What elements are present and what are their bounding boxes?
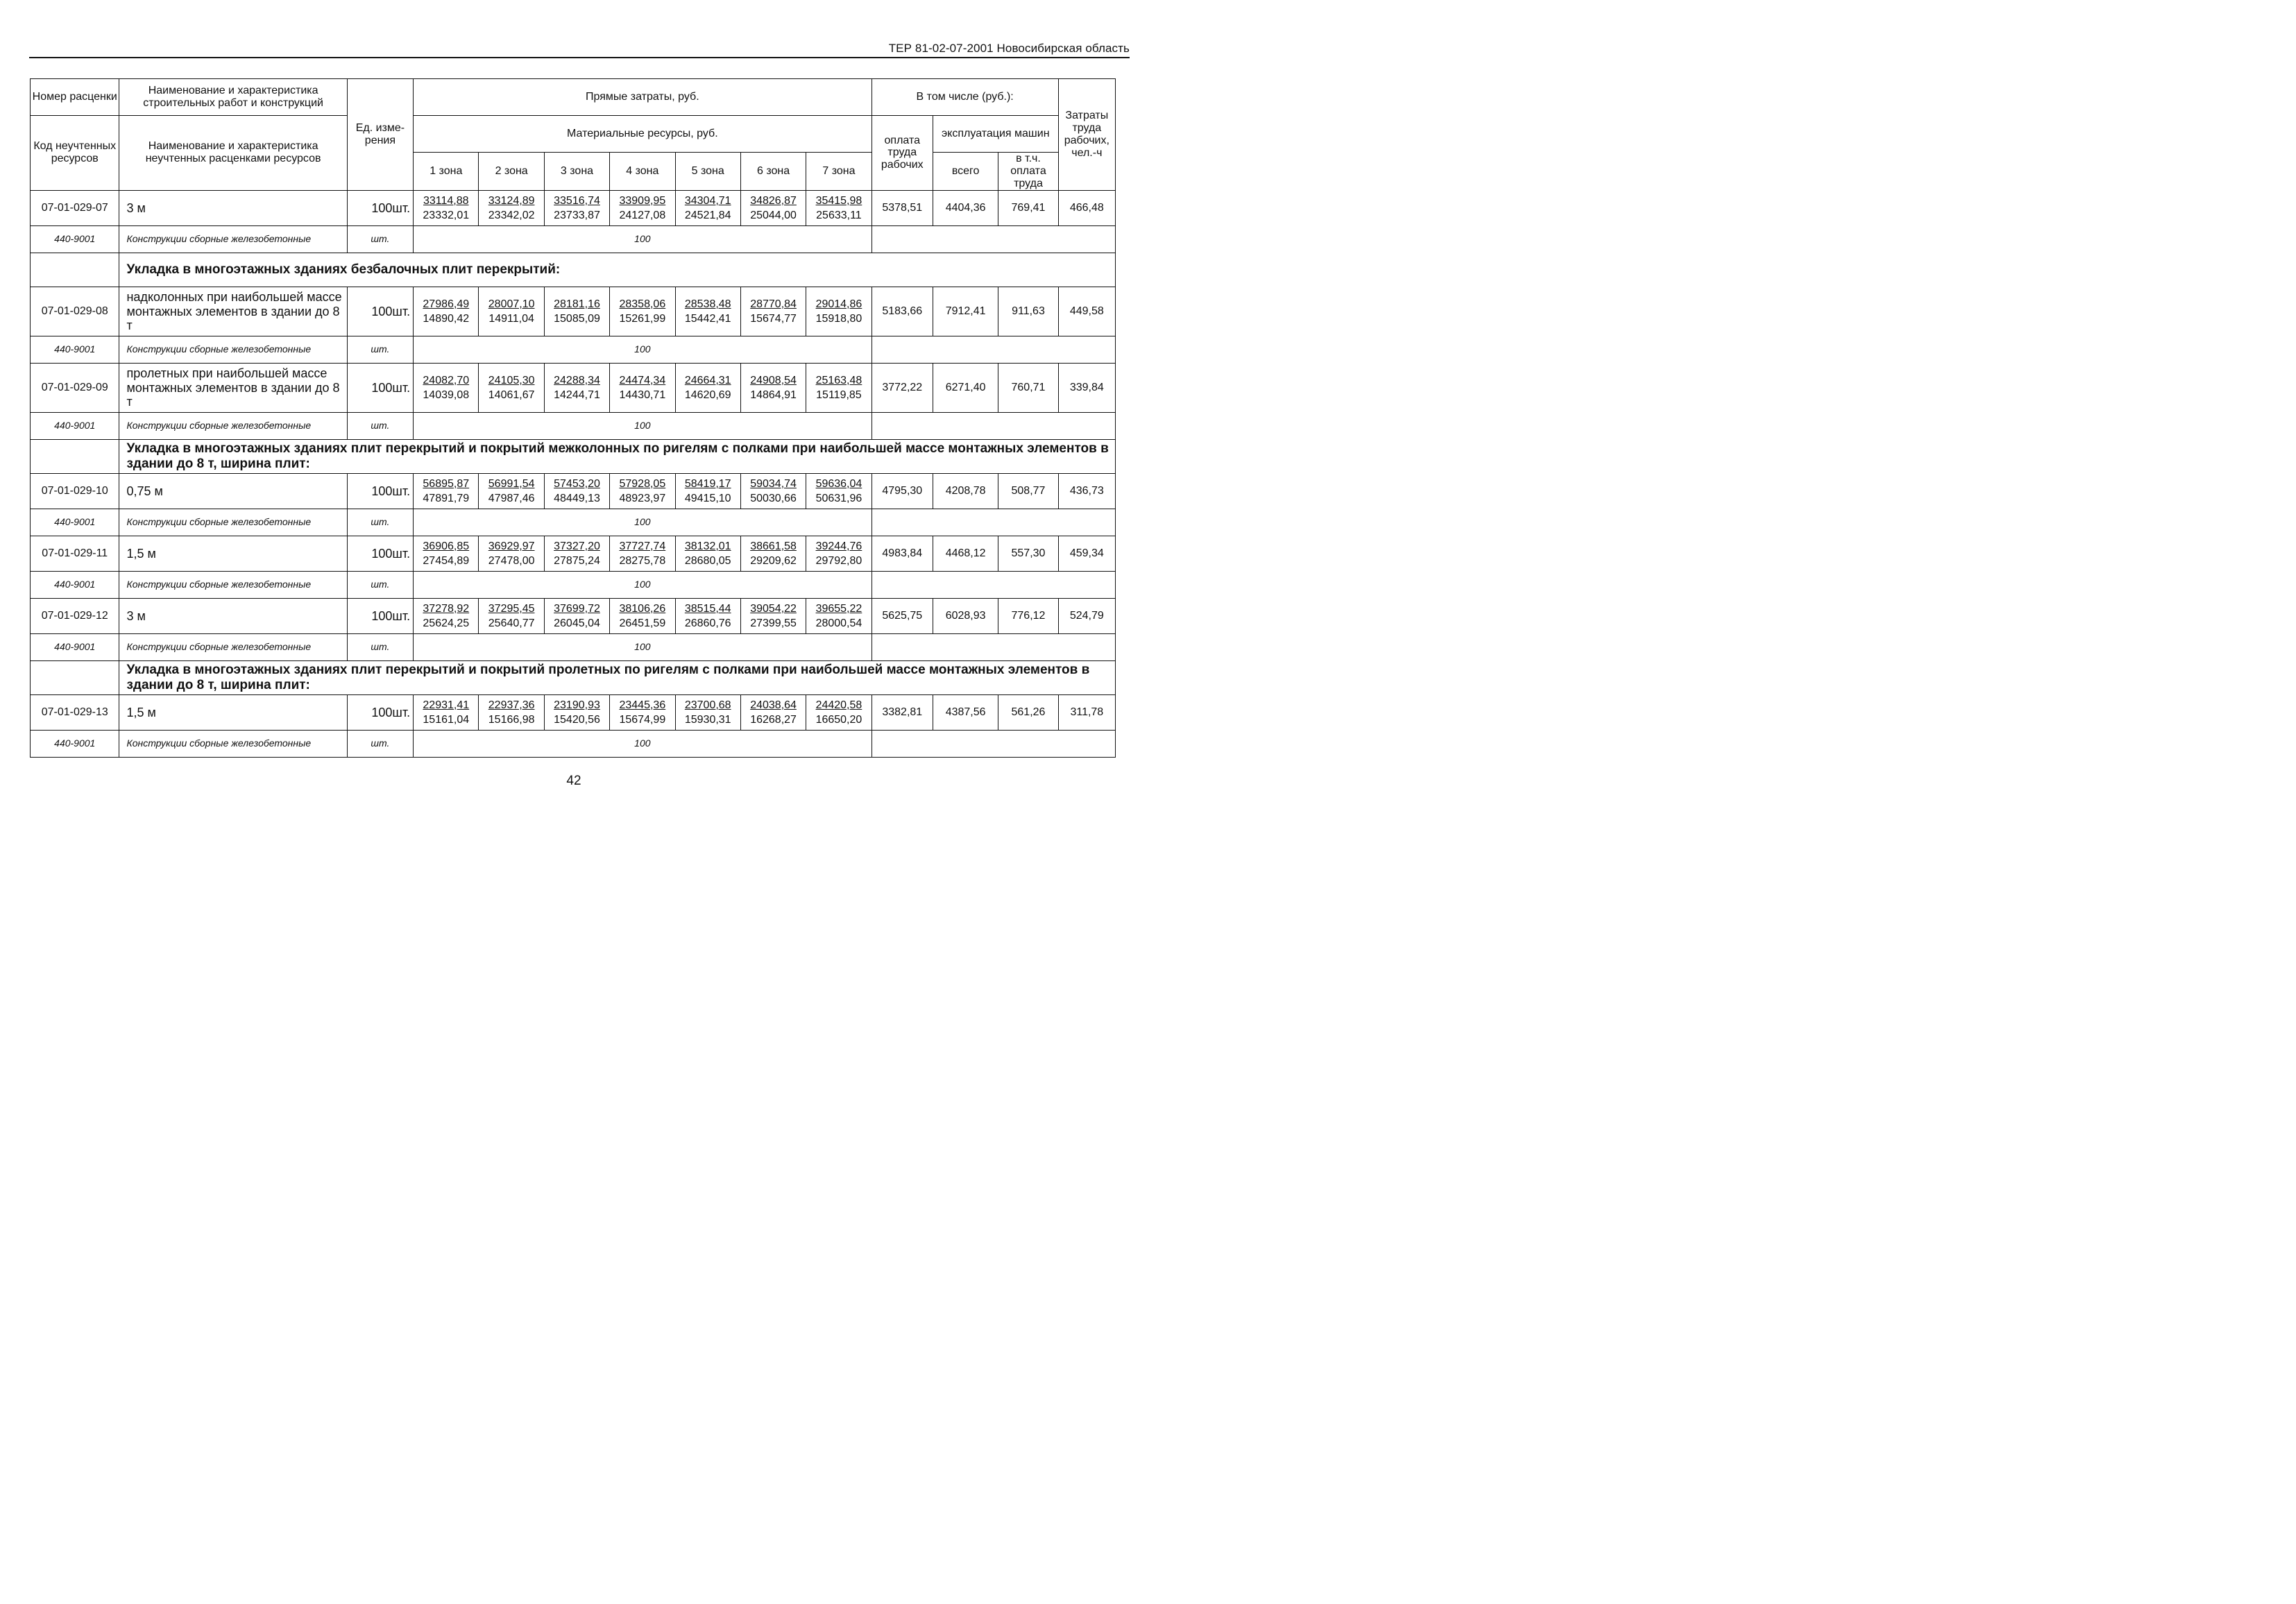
machine-labor-value: 557,30 xyxy=(998,536,1058,571)
zone-price-cell xyxy=(740,473,806,509)
direct-cost-value: 28358,06 xyxy=(619,298,666,310)
material-cost-value: 15918,80 xyxy=(815,312,862,325)
labor-pay-value: 3382,81 xyxy=(871,694,933,730)
resource-code: 440-9001 xyxy=(31,336,119,363)
machine-total-value: 4468,12 xyxy=(933,536,998,571)
labor-pay-value: 3772,22 xyxy=(871,363,933,412)
zone-header: 1 зона xyxy=(414,153,479,191)
machine-total-value: 6271,40 xyxy=(933,363,998,412)
zone-price-cell xyxy=(610,287,675,336)
rate-name: пролетных при наибольшей массе монтажных элементов в здании до 8 т xyxy=(119,363,347,412)
direct-cost-value: 33124,89 xyxy=(488,194,535,207)
zone-price-cell xyxy=(740,536,806,571)
material-cost-value: 14620,69 xyxy=(684,389,731,401)
labor-hours-value: 466,48 xyxy=(1058,190,1115,225)
material-cost-value: 14911,04 xyxy=(488,312,534,325)
machine-total-header: всего xyxy=(933,153,998,191)
direct-cost-value: 24082,70 xyxy=(423,374,470,386)
zone-header: 4 зона xyxy=(610,153,675,191)
zone-header: 7 зона xyxy=(806,153,871,191)
material-cost-value: 25633,11 xyxy=(816,209,862,221)
zone-price-cell xyxy=(610,363,675,412)
resource-code: 440-9001 xyxy=(31,730,119,757)
empty-cell xyxy=(31,253,119,287)
resource-quantity: 100 xyxy=(414,633,872,660)
rate-row xyxy=(31,473,1116,509)
col-name-bottom: Наименование и характеристика неучтенных расценками ресурсов xyxy=(119,116,347,191)
direct-cost-value: 25163,48 xyxy=(815,374,862,386)
direct-cost-value: 24474,34 xyxy=(619,374,666,386)
resource-unit: шт. xyxy=(347,730,413,757)
zone-price-cell xyxy=(414,190,479,225)
direct-cost-value: 22931,41 xyxy=(423,699,470,711)
direct-cost-value: 58419,17 xyxy=(684,477,731,490)
zone-price-cell xyxy=(675,598,740,633)
material-cost-value: 49415,10 xyxy=(684,492,731,504)
empty-cell xyxy=(31,660,119,694)
zone-price-cell xyxy=(806,363,871,412)
zone-price-cell xyxy=(479,190,544,225)
material-cost-value: 26045,04 xyxy=(554,617,600,629)
direct-cost-value: 24105,30 xyxy=(488,374,535,386)
zone-price-cell xyxy=(479,287,544,336)
direct-cost-value: 37295,45 xyxy=(488,602,535,615)
direct-cost-value: 57453,20 xyxy=(554,477,600,490)
material-cost-value: 16650,20 xyxy=(815,713,862,726)
direct-cost-value: 24420,58 xyxy=(815,699,862,711)
zone-price-cell xyxy=(740,694,806,730)
material-cost-value: 25624,25 xyxy=(423,617,470,629)
zone-price-cell xyxy=(610,190,675,225)
resource-unit: шт. xyxy=(347,336,413,363)
rate-row xyxy=(31,694,1116,730)
zone-header: 5 зона xyxy=(675,153,740,191)
including-header: В том числе (руб.): xyxy=(871,79,1058,116)
material-cost-value: 29792,80 xyxy=(815,554,862,567)
labor-hours-value: 436,73 xyxy=(1058,473,1115,509)
zone-price-cell xyxy=(675,536,740,571)
resource-unit: шт. xyxy=(347,571,413,598)
material-cost-value: 48449,13 xyxy=(554,492,600,504)
rate-code: 07-01-029-08 xyxy=(31,287,119,336)
material-cost-value: 23332,01 xyxy=(423,209,470,221)
material-cost-value: 27399,55 xyxy=(750,617,797,629)
direct-cost-value: 39244,76 xyxy=(815,540,862,552)
resource-quantity: 100 xyxy=(414,336,872,363)
zone-price-cell xyxy=(610,694,675,730)
direct-cost-value: 23445,36 xyxy=(619,699,666,711)
rate-unit: 100шт. xyxy=(347,598,413,633)
zone-price-cell xyxy=(740,363,806,412)
resource-name: Конструкции сборные железобетонные xyxy=(119,730,347,757)
material-cost-value: 47987,46 xyxy=(488,492,535,504)
zone-price-cell xyxy=(806,536,871,571)
machine-labor-value: 561,26 xyxy=(998,694,1058,730)
machine-labor-value: 776,12 xyxy=(998,598,1058,633)
resource-name: Конструкции сборные железобетонные xyxy=(119,225,347,253)
zone-price-cell xyxy=(414,694,479,730)
material-cost-value: 15442,41 xyxy=(684,312,731,325)
zone-header: 2 зона xyxy=(479,153,544,191)
zone-price-cell xyxy=(806,287,871,336)
machine-total-value: 4387,56 xyxy=(933,694,998,730)
labor-costs-header: Затраты труда рабочих, чел.-ч xyxy=(1058,79,1115,191)
zone-price-cell xyxy=(610,598,675,633)
direct-cost-value: 24038,64 xyxy=(750,699,797,711)
rate-unit: 100шт. xyxy=(347,694,413,730)
resource-row xyxy=(31,225,1116,253)
labor-pay-value: 4983,84 xyxy=(871,536,933,571)
resource-name: Конструкции сборные железобетонные xyxy=(119,633,347,660)
direct-cost-value: 56991,54 xyxy=(488,477,535,490)
rate-row xyxy=(31,598,1116,633)
empty-cell xyxy=(871,509,1115,536)
resource-code: 440-9001 xyxy=(31,225,119,253)
material-cost-value: 15161,04 xyxy=(423,713,470,726)
col-code-bottom: Код неучтенных ресурсов xyxy=(31,116,119,191)
material-cost-value: 15261,99 xyxy=(619,312,666,325)
empty-cell xyxy=(871,571,1115,598)
material-cost-value: 26451,59 xyxy=(619,617,666,629)
zone-price-cell xyxy=(479,363,544,412)
labor-hours-value: 311,78 xyxy=(1058,694,1115,730)
direct-cost-value: 59034,74 xyxy=(750,477,797,490)
material-cost-value: 28680,05 xyxy=(684,554,731,567)
zone-price-cell xyxy=(414,598,479,633)
rate-code: 07-01-029-13 xyxy=(31,694,119,730)
material-cost-value: 27478,00 xyxy=(488,554,535,567)
material-cost-value: 27454,89 xyxy=(423,554,470,567)
page-number: 42 xyxy=(566,774,581,788)
direct-cost-value: 23190,93 xyxy=(554,699,600,711)
resource-unit: шт. xyxy=(347,412,413,439)
resource-code: 440-9001 xyxy=(31,412,119,439)
material-cost-value: 14244,71 xyxy=(554,389,600,401)
resource-row xyxy=(31,412,1116,439)
material-cost-value: 28275,78 xyxy=(619,554,666,567)
rates-table xyxy=(30,78,1116,758)
zone-price-cell xyxy=(479,694,544,730)
rate-name: 1,5 м xyxy=(119,536,347,571)
zone-price-cell xyxy=(544,694,609,730)
zone-price-cell xyxy=(544,536,609,571)
zone-price-cell xyxy=(544,190,609,225)
direct-cost-value: 36906,85 xyxy=(423,540,470,552)
rate-unit: 100шт. xyxy=(347,363,413,412)
material-cost-value: 25044,00 xyxy=(750,209,797,221)
direct-cost-value: 33909,95 xyxy=(619,194,666,207)
material-cost-value: 23733,87 xyxy=(554,209,600,221)
zone-price-cell xyxy=(610,473,675,509)
resource-quantity: 100 xyxy=(414,225,872,253)
zone-header: 3 зона xyxy=(544,153,609,191)
direct-cost-value: 28181,16 xyxy=(554,298,600,310)
rate-code: 07-01-029-10 xyxy=(31,473,119,509)
direct-cost-value: 59636,04 xyxy=(815,477,862,490)
section-heading: Укладка в многоэтажных зданиях плит перекрытий и покрытий межколонных по ригелям с полками при наибольшей массе монтажных элементов в здании до 8 т, ширина плит: xyxy=(119,439,1116,473)
material-cost-value: 15166,98 xyxy=(488,713,535,726)
rate-name: 1,5 м xyxy=(119,694,347,730)
material-cost-value: 15119,85 xyxy=(816,389,862,401)
zone-price-cell xyxy=(675,473,740,509)
labor-hours-value: 459,34 xyxy=(1058,536,1115,571)
rate-code: 07-01-029-12 xyxy=(31,598,119,633)
zone-price-cell xyxy=(544,473,609,509)
direct-cost-value: 33114,88 xyxy=(423,194,469,207)
direct-cost-value: 28770,84 xyxy=(750,298,797,310)
resource-code: 440-9001 xyxy=(31,633,119,660)
machine-labor-pay-header: в т.ч. оплата труда xyxy=(998,153,1058,191)
direct-cost-value: 38661,58 xyxy=(750,540,797,552)
zone-price-cell xyxy=(675,190,740,225)
col-code-top: Номер расценки xyxy=(31,79,119,116)
zone-header: 6 зона xyxy=(740,153,806,191)
zone-price-cell xyxy=(544,363,609,412)
material-cost-value: 16268,27 xyxy=(750,713,797,726)
resource-name: Конструкции сборные железобетонные xyxy=(119,412,347,439)
direct-cost-value: 27986,49 xyxy=(423,298,470,310)
zone-price-cell xyxy=(740,287,806,336)
header-rule xyxy=(29,57,1130,58)
material-resources-header: Материальные ресурсы, руб. xyxy=(414,116,872,153)
material-cost-value: 15674,99 xyxy=(619,713,666,726)
material-cost-value: 14430,71 xyxy=(619,389,666,401)
material-cost-value: 15085,09 xyxy=(554,312,600,325)
rate-row xyxy=(31,536,1116,571)
material-cost-value: 50030,66 xyxy=(750,492,797,504)
material-cost-value: 26860,76 xyxy=(684,617,731,629)
material-cost-value: 24521,84 xyxy=(684,209,731,221)
resource-row xyxy=(31,730,1116,757)
direct-cost-value: 36929,97 xyxy=(488,540,535,552)
machine-operation-header: эксплуатация машин xyxy=(933,116,1058,153)
material-cost-value: 23342,02 xyxy=(488,209,535,221)
machine-labor-value: 508,77 xyxy=(998,473,1058,509)
running-header: ТЕР 81-02-07-2001 Новосибирская область xyxy=(888,42,1130,55)
resource-code: 440-9001 xyxy=(31,571,119,598)
material-cost-value: 15420,56 xyxy=(554,713,600,726)
empty-cell xyxy=(871,336,1115,363)
material-cost-value: 28000,54 xyxy=(815,617,862,629)
rate-code: 07-01-029-07 xyxy=(31,190,119,225)
resource-row xyxy=(31,571,1116,598)
zone-price-cell xyxy=(414,473,479,509)
direct-cost-value: 37699,72 xyxy=(554,602,600,615)
section-heading: Укладка в многоэтажных зданиях плит перекрытий и покрытий пролетных по ригелям с полками при наибольшей массе монтажных элементов в здании до 8 т, ширина плит: xyxy=(119,660,1116,694)
material-cost-value: 48923,97 xyxy=(619,492,666,504)
labor-hours-value: 524,79 xyxy=(1058,598,1115,633)
labor-pay-value: 4795,30 xyxy=(871,473,933,509)
rate-row xyxy=(31,190,1116,225)
material-cost-value: 29209,62 xyxy=(750,554,797,567)
zone-price-cell xyxy=(544,287,609,336)
rate-name: 3 м xyxy=(119,598,347,633)
machine-total-value: 6028,93 xyxy=(933,598,998,633)
direct-cost-value: 29014,86 xyxy=(815,298,862,310)
col-unit: Ед. изме-рения xyxy=(347,79,413,191)
material-cost-value: 25640,77 xyxy=(488,617,535,629)
resource-code: 440-9001 xyxy=(31,509,119,536)
machine-total-value: 7912,41 xyxy=(933,287,998,336)
machine-total-value: 4404,36 xyxy=(933,190,998,225)
direct-cost-value: 39054,22 xyxy=(750,602,797,615)
material-cost-value: 14890,42 xyxy=(423,312,470,325)
labor-hours-value: 449,58 xyxy=(1058,287,1115,336)
zone-price-cell xyxy=(414,536,479,571)
zone-price-cell xyxy=(740,190,806,225)
empty-cell xyxy=(31,439,119,473)
material-cost-value: 27875,24 xyxy=(554,554,600,567)
rate-unit: 100шт. xyxy=(347,190,413,225)
material-cost-value: 15930,31 xyxy=(684,713,731,726)
direct-cost-value: 33516,74 xyxy=(554,194,600,207)
zone-price-cell xyxy=(479,536,544,571)
labor-pay-header: оплата труда рабочих xyxy=(871,116,933,191)
col-name-top: Наименование и характеристика строительных работ и конструкций xyxy=(119,79,347,116)
direct-cost-value: 39655,22 xyxy=(815,602,862,615)
direct-cost-value: 37727,74 xyxy=(619,540,666,552)
rate-unit: 100шт. xyxy=(347,287,413,336)
resource-unit: шт. xyxy=(347,633,413,660)
direct-cost-value: 35415,98 xyxy=(815,194,862,207)
section-heading: Укладка в многоэтажных зданиях безбалочных плит перекрытий: xyxy=(119,253,1116,287)
labor-pay-value: 5183,66 xyxy=(871,287,933,336)
zone-price-cell xyxy=(544,598,609,633)
zone-price-cell xyxy=(610,536,675,571)
rate-name: 3 м xyxy=(119,190,347,225)
labor-pay-value: 5625,75 xyxy=(871,598,933,633)
resource-quantity: 100 xyxy=(414,730,872,757)
direct-cost-value: 24908,54 xyxy=(750,374,797,386)
rate-name: 0,75 м xyxy=(119,473,347,509)
rate-name: надколонных при наибольшей массе монтажных элементов в здании до 8 т xyxy=(119,287,347,336)
material-cost-value: 14061,67 xyxy=(488,389,535,401)
material-cost-value: 15674,77 xyxy=(750,312,797,325)
rate-code: 07-01-029-09 xyxy=(31,363,119,412)
machine-labor-value: 769,41 xyxy=(998,190,1058,225)
zone-price-cell xyxy=(806,598,871,633)
direct-cost-value: 34304,71 xyxy=(684,194,731,207)
direct-cost-value: 23700,68 xyxy=(684,699,731,711)
direct-cost-value: 38132,01 xyxy=(684,540,731,552)
zone-price-cell xyxy=(806,190,871,225)
empty-cell xyxy=(871,730,1115,757)
zone-price-cell xyxy=(806,473,871,509)
rate-unit: 100шт. xyxy=(347,536,413,571)
resource-unit: шт. xyxy=(347,509,413,536)
direct-cost-value: 22937,36 xyxy=(488,699,535,711)
table-body xyxy=(31,190,1116,757)
direct-cost-value: 28538,48 xyxy=(684,298,731,310)
resource-row xyxy=(31,509,1116,536)
empty-cell xyxy=(871,412,1115,439)
section-heading-row xyxy=(31,253,1116,287)
direct-cost-value: 24288,34 xyxy=(554,374,600,386)
rate-code: 07-01-029-11 xyxy=(31,536,119,571)
material-cost-value: 50631,96 xyxy=(815,492,862,504)
labor-hours-value: 339,84 xyxy=(1058,363,1115,412)
resource-quantity: 100 xyxy=(414,412,872,439)
zone-price-cell xyxy=(479,598,544,633)
machine-total-value: 4208,78 xyxy=(933,473,998,509)
material-cost-value: 14864,91 xyxy=(750,389,797,401)
section-heading-row xyxy=(31,660,1116,694)
material-cost-value: 47891,79 xyxy=(423,492,470,504)
section-heading-row xyxy=(31,439,1116,473)
resource-quantity: 100 xyxy=(414,509,872,536)
direct-cost-value: 24664,31 xyxy=(684,374,731,386)
machine-labor-value: 911,63 xyxy=(998,287,1058,336)
rate-row xyxy=(31,287,1116,336)
rate-unit: 100шт. xyxy=(347,473,413,509)
resource-name: Конструкции сборные железобетонные xyxy=(119,571,347,598)
direct-cost-value: 37278,92 xyxy=(423,602,470,615)
empty-cell xyxy=(871,633,1115,660)
zone-price-cell xyxy=(479,473,544,509)
direct-costs-header: Прямые затраты, руб. xyxy=(414,79,872,116)
resource-row xyxy=(31,336,1116,363)
zone-price-cell xyxy=(675,694,740,730)
direct-cost-value: 57928,05 xyxy=(619,477,666,490)
direct-cost-value: 56895,87 xyxy=(423,477,470,490)
zone-price-cell xyxy=(675,287,740,336)
direct-cost-value: 28007,10 xyxy=(488,298,535,310)
direct-cost-value: 38106,26 xyxy=(619,602,666,615)
machine-labor-value: 760,71 xyxy=(998,363,1058,412)
zone-price-cell xyxy=(675,363,740,412)
resource-quantity: 100 xyxy=(414,571,872,598)
zone-price-cell xyxy=(740,598,806,633)
zone-price-cell xyxy=(414,287,479,336)
direct-cost-value: 37327,20 xyxy=(554,540,600,552)
zone-price-cell xyxy=(414,363,479,412)
direct-cost-value: 38515,44 xyxy=(684,602,731,615)
zone-price-cell xyxy=(806,694,871,730)
table-header xyxy=(31,79,1116,191)
empty-cell xyxy=(871,225,1115,253)
material-cost-value: 14039,08 xyxy=(423,389,470,401)
labor-pay-value: 5378,51 xyxy=(871,190,933,225)
resource-name: Конструкции сборные железобетонные xyxy=(119,336,347,363)
resource-unit: шт. xyxy=(347,225,413,253)
rate-row xyxy=(31,363,1116,412)
material-cost-value: 24127,08 xyxy=(619,209,666,221)
resource-name: Конструкции сборные железобетонные xyxy=(119,509,347,536)
resource-row xyxy=(31,633,1116,660)
direct-cost-value: 34826,87 xyxy=(750,194,797,207)
